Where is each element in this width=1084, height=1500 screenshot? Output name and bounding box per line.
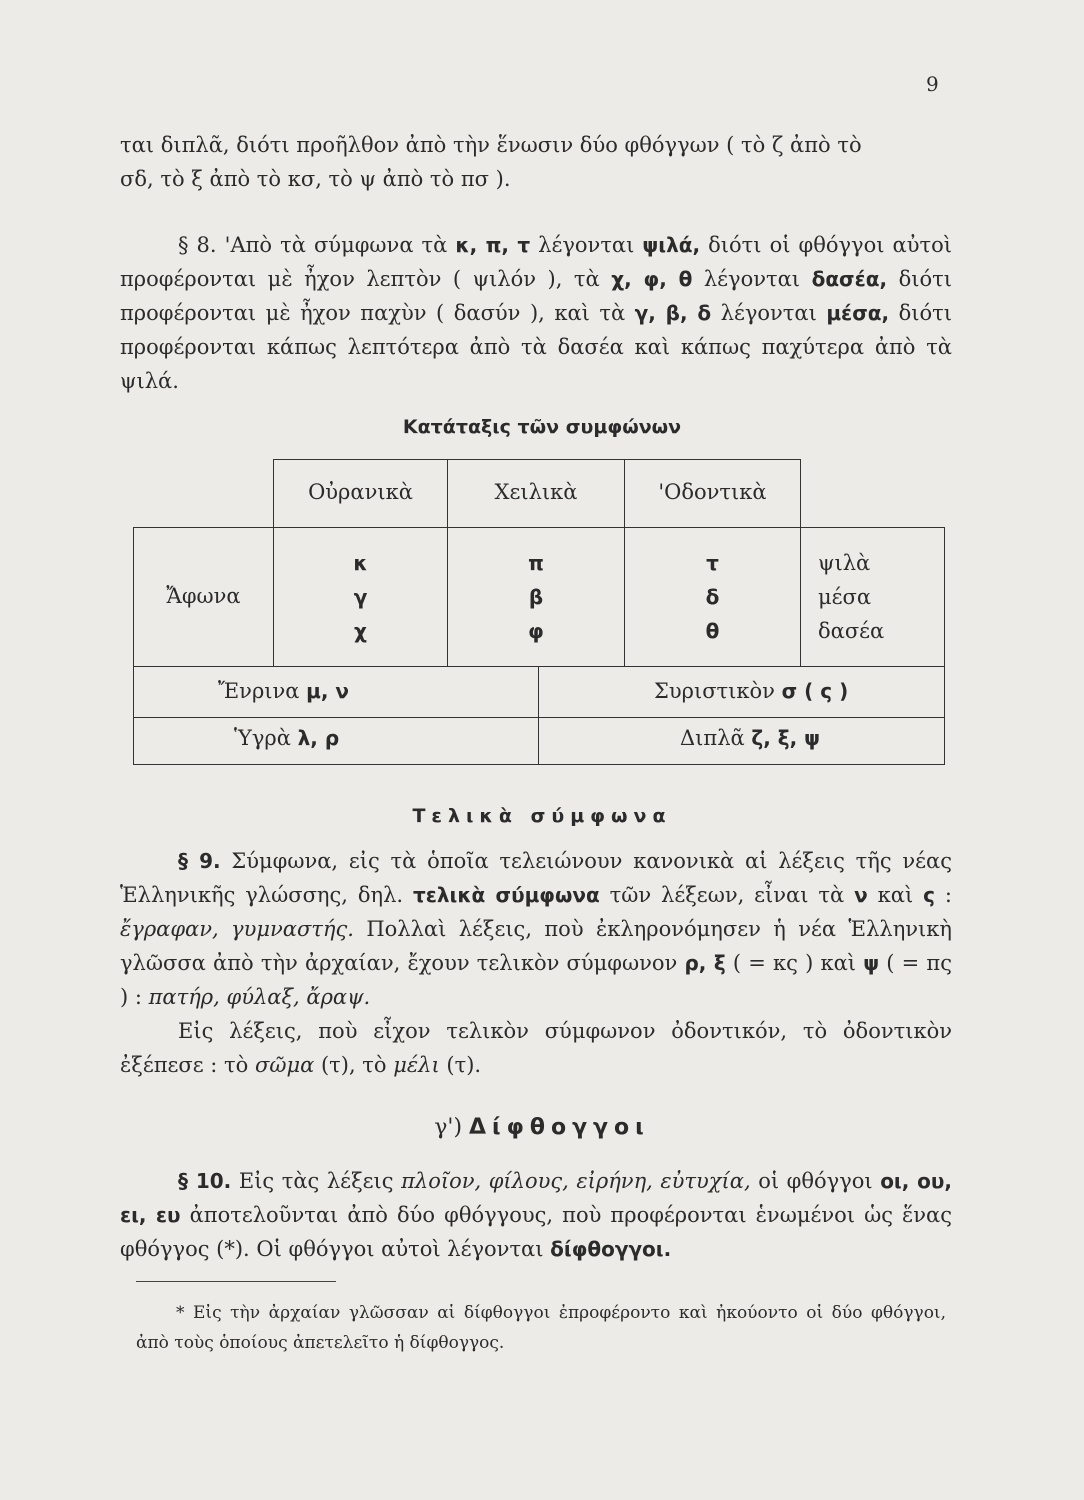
letter: β	[528, 585, 544, 609]
table-rule	[133, 527, 945, 528]
paragraph-section-8	[120, 228, 952, 398]
text: 'Απὸ τὰ σύμφωνα τὰ	[224, 233, 456, 257]
paragraph-section-9-cont	[120, 1014, 952, 1082]
table-rule	[133, 764, 945, 765]
italic-example: μέλι	[393, 1053, 440, 1077]
text: Σύμφωνα, εἰς τὰ ὁποῖα τελειώνουν κανονικὰ αἱ λέξεις τῆς νέας Ἑλληνικῆς γλώσσης, δηλ.	[120, 849, 952, 907]
footnote: * Εἰς τὴν ἀρχαίαν γλῶσσαν αἱ δίφθογγοι ἐπροφέροντο καὶ ἠκούοντο οἱ δύο φθόγγοι, ἀπὸ τοὺς ὁποίους ἀπετελεῖτο ἡ δίφθογγος.	[136, 1303, 946, 1353]
paragraph-continuation	[120, 128, 952, 196]
text: ἀποτελοῦνται ἀπὸ δύο φθόγγους, ποὺ προφέρονται ἑνωμένοι ὡς ἕνας φθόγγος (*). Οἱ φθόγγοι αὐτοὶ λέγονται	[120, 1203, 953, 1261]
col-ouranika	[274, 546, 447, 648]
heading-prefix: γ')	[434, 1115, 463, 1140]
page-number: 9	[926, 72, 939, 96]
col-odontika	[625, 546, 800, 648]
bold-term: γ, β, δ	[634, 301, 712, 325]
table-rule	[800, 459, 801, 666]
text: καὶ	[867, 883, 924, 907]
label: Διπλᾶ	[680, 726, 745, 750]
text-line: σδ, τὸ ξ ἀπὸ τὸ κσ, τὸ ψ ἀπὸ τὸ πσ ).	[120, 167, 511, 191]
text: (τ), τὸ	[314, 1053, 394, 1077]
dipla-cell	[680, 726, 930, 750]
text: (τ).	[439, 1053, 482, 1077]
bold-term: ς	[923, 883, 935, 907]
table-rule	[133, 527, 134, 764]
letter: δ	[705, 585, 720, 609]
row-label-afona: Ἄφωνα	[166, 584, 241, 608]
bold-term: ψιλά,	[642, 233, 701, 257]
letter: π	[528, 551, 544, 575]
letters: σ ( ς )	[781, 679, 849, 703]
col-cheilika	[448, 546, 624, 648]
letter: φ	[528, 619, 544, 643]
text: διότι οἱ φθόγγοι αὐτοὶ προφέρονται μὲ ἦχον λεπτὸν ( ψιλόν ), τὰ	[120, 233, 952, 291]
letter: χ	[354, 619, 367, 643]
section-number: § 10.	[178, 1169, 232, 1193]
text: τῶν λέξεων, εἶναι τὰ	[599, 883, 855, 907]
italic-example: ἔγραφαν, γυμναστής.	[120, 917, 354, 941]
italic-example: πλοῖον, φίλους, εἰρήνη, εὐτυχία,	[401, 1169, 751, 1193]
table-rule	[538, 666, 539, 764]
bold-term: ρ, ξ	[684, 951, 726, 975]
label: Ἔνρινα	[218, 679, 300, 703]
paragraph-section-9	[120, 844, 952, 1014]
text: λέγονται	[692, 267, 812, 291]
table-rule	[944, 527, 945, 764]
table-rule	[273, 459, 800, 460]
bold-term: οι, ου, ει, ευ	[120, 1169, 953, 1227]
text: ( = πς ) :	[120, 951, 952, 1009]
header-odontika: 'Οδοντικὰ	[658, 480, 767, 504]
bold-term: ψ	[863, 951, 880, 975]
bold-term: χ, φ, θ	[611, 267, 693, 291]
text-line: ται διπλᾶ, διότι προῆλθον ἀπὸ τὴν ἕνωσιν δύο φθόγγων ( τὸ ζ ἀπὸ τὸ	[120, 133, 862, 157]
ygra-cell	[234, 726, 534, 750]
letters: μ, ν	[306, 679, 350, 703]
bold-term: μέσα,	[826, 301, 890, 325]
text: Πολλαὶ λέξεις, ποὺ ἐκληρονόμησεν ἡ νέα Ἑλληνικὴ γλῶσσα ἀπὸ τὴν ἀρχαίαν, ἔχουν τελικὸν σύμφωνον	[120, 917, 952, 975]
letter: τ	[706, 551, 719, 575]
bold-term: δίφθογγοι.	[550, 1237, 672, 1261]
letters: λ, ρ	[297, 726, 340, 750]
header-cheilika: Χειλικὰ	[494, 480, 578, 504]
type-label: μέσα	[818, 585, 872, 609]
bold-term: δασέα,	[811, 267, 888, 291]
col-types	[818, 546, 928, 648]
section-heading-diphthongs	[0, 1115, 1084, 1140]
table-rule	[133, 717, 945, 718]
bold-term: τελικὰ σύμφωνα	[413, 883, 600, 907]
text: λέγονται	[530, 233, 643, 257]
bold-term: κ, π, τ	[455, 233, 531, 257]
heading-text: Δίφθογγοι	[469, 1115, 650, 1140]
letter: θ	[705, 619, 720, 643]
text: λέγονται	[711, 301, 827, 325]
table-rule	[133, 666, 945, 667]
text: οἱ φθόγγοι	[750, 1169, 881, 1193]
section-number: § 9.	[178, 849, 221, 873]
letters: ζ, ξ, ψ	[751, 726, 821, 750]
italic-example: σῶμα	[254, 1053, 315, 1077]
text: διότι προφέρονται μὲ ἦχον παχὺν ( δασύν ), καὶ τὰ	[120, 267, 952, 325]
header-ouranika: Οὐρανικὰ	[308, 480, 413, 504]
text: :	[935, 883, 952, 907]
type-label: ψιλὰ	[818, 551, 871, 575]
enrina-cell	[218, 679, 518, 703]
section-heading-telika: Τελικὰ σύμφωνα	[412, 805, 672, 827]
footnote-divider	[136, 1281, 336, 1282]
bold-term: ν	[854, 883, 868, 907]
text: Εἰς λέξεις, ποὺ εἶχον τελικὸν σύμφωνον ὀδοντικόν, τὸ ὀδοντικὸν ἐξέπεσε : τὸ	[120, 1019, 952, 1077]
letter: κ	[353, 551, 368, 575]
label: Ὑγρὰ	[234, 726, 291, 750]
letter: γ	[353, 585, 368, 609]
table-title: Κατάταξις τῶν συμφώνων	[402, 416, 682, 438]
type-label: δασέα	[818, 619, 885, 643]
label: Συριστικὸν	[654, 679, 775, 703]
italic-example: πατήρ, φύλαξ, ἄραψ.	[148, 985, 371, 1009]
text: διότι προφέρονται κάπως λεπτότερα ἀπὸ τὰ δασέα καὶ κάπως παχύτερα ἀπὸ τὰ ψιλά.	[120, 301, 952, 393]
section-number: § 8.	[178, 233, 217, 257]
text: ( = κς ) καὶ	[725, 951, 864, 975]
paragraph-section-10	[120, 1164, 952, 1266]
syristikon-cell	[654, 679, 934, 703]
text: Εἰς τὰς λέξεις	[231, 1169, 402, 1193]
